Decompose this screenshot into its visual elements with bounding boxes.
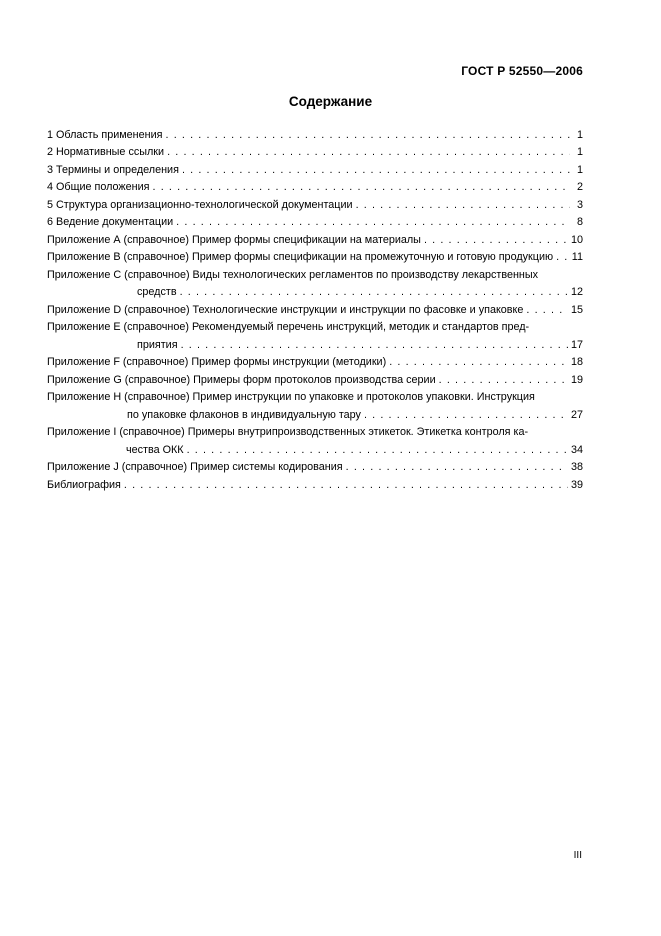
toc-entry-page: 34 <box>570 443 583 456</box>
toc-entry-page: 18 <box>570 356 583 368</box>
toc-entry <box>47 158 583 176</box>
toc-entry-page: 11 <box>571 251 583 263</box>
toc-entry-title: Приложение G (справочное) Примеры форм протоколов производства серии <box>47 373 436 386</box>
toc-entry <box>47 403 583 421</box>
toc-leader-dots <box>346 461 568 473</box>
toc-leader-dots <box>439 374 568 386</box>
toc-entry <box>47 368 583 386</box>
toc-entry <box>47 246 583 264</box>
toc-entry-page: 10 <box>570 233 583 246</box>
toc-leader-dots <box>176 216 570 228</box>
toc-entry <box>47 316 583 334</box>
standard-designation: ГОСТ Р 52550—2006 <box>461 64 583 78</box>
toc-title: Содержание <box>288 94 373 109</box>
toc-leader-dots <box>424 234 568 246</box>
toc-entry-page: 1 <box>576 163 583 176</box>
toc-entry-title: Приложение J (справочное) Пример системы кодирования <box>47 461 343 473</box>
toc-entry <box>47 281 583 299</box>
toc-leader-dots <box>526 304 568 316</box>
toc-entry-page: 27 <box>570 408 583 421</box>
toc-entry <box>47 473 583 491</box>
toc-leader-dots <box>556 251 569 263</box>
toc-entry-title: Приложение Н (справочное) Пример инструкции по упаковке и протоколов упаковки. Инструкция <box>47 391 535 403</box>
toc-entry-title: Приложение I (справочное) Примеры внутрипроизводственных этикеток. Этикетка контроля ка- <box>47 426 529 438</box>
toc-entry-title: 6 Ведение документации <box>47 216 174 228</box>
toc-leader-dots <box>187 444 568 456</box>
toc-leader-dots <box>182 164 570 176</box>
toc-leader-dots <box>180 286 568 298</box>
toc-leader-dots <box>389 356 568 368</box>
toc-entry <box>47 193 583 211</box>
toc-entry <box>47 421 583 439</box>
toc-entry <box>47 123 583 141</box>
toc-entry <box>47 263 583 281</box>
toc-entry-title: 3 Термины и определения <box>47 163 179 176</box>
toc-entry-page: 3 <box>576 198 583 211</box>
toc-entry-title: по упаковке флаконов в индивидуальную тару <box>127 408 361 421</box>
toc-entry-page: 15 <box>570 303 583 316</box>
table-of-contents <box>47 123 583 491</box>
toc-entry-title: Приложение В (справочное) Пример формы спецификации на промежуточную и готовую продукцию <box>47 251 554 263</box>
toc-entry-page: 19 <box>570 373 583 386</box>
toc-entry-title: Приложение D (справочное) Технологические инструкции и инструкции по фасовке и упаковке <box>47 303 524 316</box>
toc-entry-page: 8 <box>576 216 583 228</box>
toc-leader-dots <box>167 146 570 158</box>
toc-entry-title: 4 Общие положения <box>47 181 150 193</box>
toc-leader-dots <box>153 181 571 193</box>
toc-entry-title: Приложение Е (справочное) Рекомендуемый перечень инструкций, методик и стандартов пред- <box>47 321 530 333</box>
toc-entry-title: Приложение А (справочное) Пример формы спецификации на материалы <box>47 233 421 246</box>
toc-entry-page: 1 <box>576 128 583 141</box>
toc-entry-title: средств <box>137 286 177 298</box>
toc-entry-page: 17 <box>570 338 583 351</box>
toc-entry-title: 5 Структура организационно-технологической документации <box>47 198 353 211</box>
toc-entry-title: Приложение С (справочное) Виды технологических регламентов по производству лекарственных <box>47 268 539 281</box>
toc-leader-dots <box>356 199 570 211</box>
toc-entry-title: 2 Нормативные ссылки <box>47 146 165 158</box>
toc-entry-page: 12 <box>570 286 583 298</box>
toc-entry <box>47 298 583 316</box>
toc-entry <box>47 211 583 229</box>
toc-entry-page: 2 <box>576 181 583 193</box>
toc-leader-dots <box>181 339 568 351</box>
toc-entry-title: приятия <box>137 338 178 351</box>
toc-entry <box>47 351 583 369</box>
toc-entry-title: Библиография <box>47 478 121 491</box>
toc-entry <box>47 438 583 456</box>
toc-entry-title: чества ОКК <box>126 443 184 456</box>
toc-entry-title: Приложение F (справочное) Пример формы инструкции (методики) <box>47 356 387 368</box>
toc-entry <box>47 228 583 246</box>
toc-leader-dots <box>124 479 568 491</box>
toc-leader-dots <box>166 129 571 141</box>
toc-entry-page: 39 <box>570 478 583 491</box>
toc-leader-dots <box>364 409 568 421</box>
toc-entry-page: 1 <box>576 146 583 158</box>
toc-entry <box>47 456 583 474</box>
toc-entry <box>47 141 583 159</box>
page-number: III <box>573 850 582 861</box>
toc-entry <box>47 386 583 404</box>
toc-entry <box>47 176 583 194</box>
toc-entry-title: 1 Область применения <box>47 128 163 141</box>
toc-entry <box>47 333 583 351</box>
toc-entry-page: 38 <box>570 461 583 473</box>
